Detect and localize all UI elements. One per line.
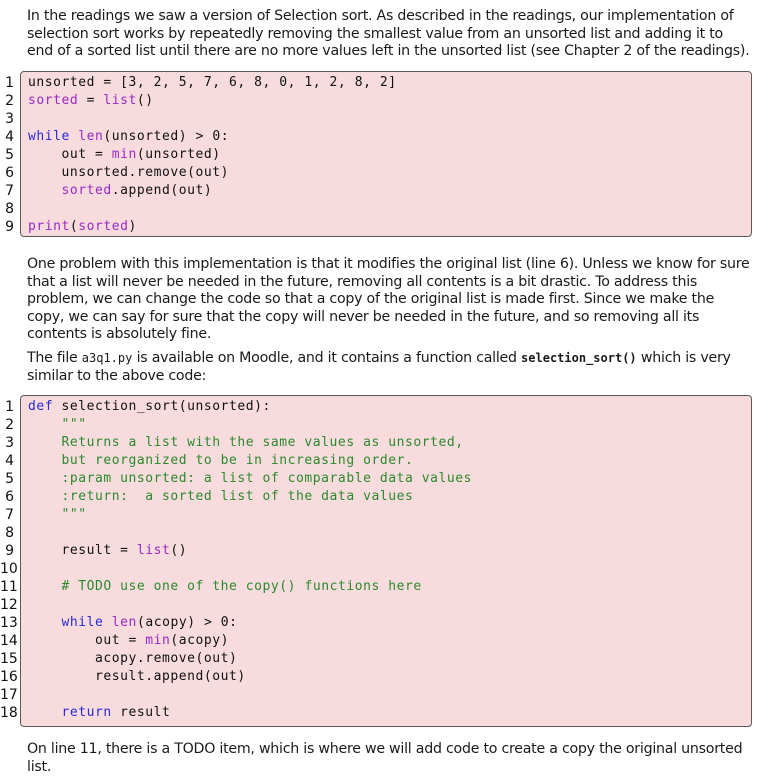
code-block-1-line — [0, 146, 760, 164]
line-number: 7 — [5, 183, 14, 199]
intro-paragraph: In the readings we saw a version of Selection sort. As described in the readings, our implementation of selection sort works by repeatedly removing the smallest value from an unsorted list and adding it to end of a sorted list until there are no more values left in the unsorted list (see Chapter 2 of the readings). — [27, 8, 750, 60]
line-number: 2 — [5, 93, 14, 109]
line-number: 18 — [0, 705, 18, 721]
code-block-1-line — [0, 182, 760, 200]
code-block-2-line — [0, 560, 760, 578]
code-block-2-line — [0, 416, 760, 434]
line-number: 9 — [5, 543, 14, 559]
line-number: 16 — [0, 669, 18, 685]
line-number: 6 — [5, 489, 14, 505]
line-code: result.append(out) — [28, 669, 246, 684]
line-number: 1 — [5, 75, 14, 91]
code-block-2-line — [0, 470, 760, 488]
code-block-2-line — [0, 488, 760, 506]
code-block-1-line — [0, 92, 760, 110]
file-text-post: which is very similar to the above code: — [27, 350, 731, 384]
line-code: """ — [28, 507, 87, 522]
line-code: while len(unsorted) > 0: — [28, 129, 230, 144]
line-code: :return: a sorted list of the data values — [28, 489, 414, 504]
line-code: out = min(acopy) — [28, 633, 230, 648]
line-number: 3 — [5, 111, 14, 127]
line-number: 12 — [0, 597, 18, 613]
line-code: return result — [61, 705, 171, 720]
line-number: 11 — [0, 579, 18, 595]
code-block-2-line — [0, 614, 760, 632]
code-block-1-line — [0, 164, 760, 182]
code-block-1-line — [0, 200, 760, 218]
line-number: 13 — [0, 615, 18, 631]
line-number: 8 — [5, 525, 14, 541]
line-number: 9 — [5, 219, 14, 235]
line-code: """ — [28, 417, 87, 432]
line-number: 4 — [5, 129, 14, 145]
code-block-2-line — [0, 506, 760, 524]
code-block-2-line — [0, 650, 760, 668]
line-code: Returns a list with the same values as unsorted, — [28, 435, 464, 450]
line-code: sorted.append(out) — [61, 183, 213, 198]
line-code: but reorganized to be in increasing order. — [28, 453, 414, 468]
line-number: 15 — [0, 651, 18, 667]
line-code: while len(acopy) > 0: — [61, 615, 238, 630]
line-number: 7 — [5, 507, 14, 523]
code-block-1-line — [0, 110, 760, 128]
line-number: 17 — [0, 687, 18, 703]
code-block-2-line — [0, 596, 760, 614]
code-block-2-line — [0, 524, 760, 542]
code-block-2-line — [0, 452, 760, 470]
line-number: 10 — [0, 561, 18, 577]
function-name: selection_sort() — [521, 351, 637, 365]
line-code: # TODO use one of the copy() functions here — [61, 579, 422, 594]
file-text-mid: is available on Moodle, and it contains a function called — [132, 350, 522, 366]
code-block-1-line — [0, 74, 760, 92]
line-code: print(sorted) — [28, 219, 137, 234]
code-block-1-line — [0, 218, 760, 236]
line-number: 5 — [5, 147, 14, 163]
line-number: 4 — [5, 453, 14, 469]
problem-paragraph: One problem with this implementation is that it modifies the original list (line 6). Unless we know for sure that a list will never be needed in the future, removing all contents is a bit drastic. To address this problem, we can change the code so that a copy of the original list is made first. Since we make the copy, we can say for sure that the copy will never be needed in the future, and so removing all its contents is absolutely fine. — [27, 256, 750, 343]
code-block-2-line — [0, 686, 760, 704]
line-code: :param unsorted: a list of comparable data values — [28, 471, 472, 486]
line-number: 8 — [5, 201, 14, 217]
line-code: def selection_sort(unsorted): — [28, 399, 271, 414]
code-block-2-line — [0, 668, 760, 686]
line-number: 14 — [0, 633, 18, 649]
line-code: sorted = list() — [28, 93, 154, 108]
code-block-2-line — [0, 632, 760, 650]
code-block-2-line — [0, 434, 760, 452]
line-code: acopy.remove(out) — [28, 651, 238, 666]
line-code: unsorted.remove(out) — [28, 165, 230, 180]
line-number: 1 — [5, 399, 14, 415]
code-block-2-line — [0, 398, 760, 416]
line-number: 2 — [5, 417, 14, 433]
line-number: 5 — [5, 471, 14, 487]
todo-paragraph: On line 11, there is a TODO item, which is where we will add code to create a copy the original unsorted list. — [27, 741, 743, 775]
code-block-2-line — [0, 704, 760, 722]
code-block-2-line — [0, 578, 760, 596]
file-paragraph — [27, 350, 753, 385]
line-code: out = min(unsorted) — [28, 147, 221, 162]
file-text-pre: The file — [27, 350, 82, 366]
file-name: a3q1.py — [81, 351, 133, 365]
line-code: result = list() — [28, 543, 188, 558]
line-number: 3 — [5, 435, 14, 451]
line-code: unsorted = [3, 2, 5, 7, 6, 8, 0, 1, 2, 8, 2] — [28, 75, 397, 90]
line-number: 6 — [5, 165, 14, 181]
code-block-2-line — [0, 542, 760, 560]
code-block-1-line — [0, 128, 760, 146]
